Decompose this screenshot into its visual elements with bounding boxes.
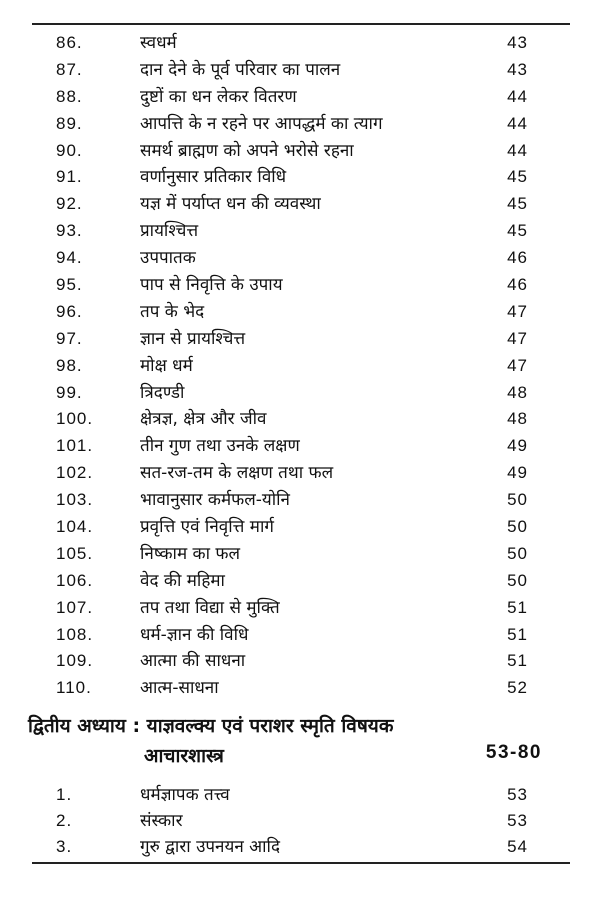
toc-list (0, 30, 600, 702)
toc-entry (0, 622, 600, 649)
entry-number: 104. (56, 517, 94, 537)
toc-entry (0, 808, 600, 834)
entry-number: 102. (56, 463, 94, 483)
entry-title: प्रायश्चित्त (140, 221, 199, 242)
toc-entry (0, 272, 600, 299)
entry-number: 109. (56, 651, 94, 671)
entry-page: 51 (507, 651, 528, 671)
entry-page: 47 (507, 328, 528, 348)
entry-number: 93. (56, 221, 83, 241)
toc-entry (0, 782, 600, 808)
toc-entry (0, 568, 600, 595)
entry-title: पाप से निवृत्ति के उपाय (140, 275, 283, 296)
entry-title: धर्मज्ञापक तत्त्व (140, 785, 230, 805)
entry-number: 106. (56, 570, 94, 590)
entry-number: 107. (56, 597, 94, 617)
entry-page: 48 (507, 382, 528, 402)
toc-entry (0, 433, 600, 460)
entry-number: 3. (56, 837, 73, 856)
toc-entry (0, 595, 600, 622)
entry-title: स्वधर्म (140, 33, 177, 53)
entry-page: 50 (507, 517, 528, 537)
toc-entry (0, 406, 600, 433)
entry-number: 88. (56, 86, 83, 106)
bottom-rule (32, 862, 570, 864)
entry-number: 100. (56, 409, 94, 429)
entry-title: तीन गुण तथा उनके लक्षण (140, 436, 300, 457)
entry-title: उपपातक (140, 248, 196, 269)
entry-number: 101. (56, 436, 94, 456)
entry-number: 1. (56, 785, 73, 804)
toc-entry (0, 57, 600, 84)
toc-entry (0, 138, 600, 165)
entry-page: 47 (507, 301, 528, 321)
toc-entry (0, 111, 600, 138)
entry-page: 50 (507, 490, 528, 510)
entry-number: 91. (56, 167, 83, 187)
entry-title: धर्म-ज्ञान की विधि (140, 624, 249, 645)
entry-page: 45 (507, 194, 528, 214)
toc-entry (0, 834, 600, 860)
toc-entry (0, 30, 600, 57)
chapter-title-line2: आचारशास्त्र (144, 745, 224, 767)
entry-title: आत्मा की साधना (140, 651, 246, 672)
toc-entry (0, 541, 600, 568)
toc-entry (0, 245, 600, 272)
entry-number: 110. (56, 678, 92, 698)
entry-page: 44 (507, 140, 528, 160)
entry-page: 45 (507, 167, 528, 187)
entry-title: दान देने के पूर्व परिवार का पालन (140, 59, 341, 80)
toc-entry (0, 326, 600, 353)
toc-entry (0, 299, 600, 326)
chapter-page-range: 53-80 (485, 742, 542, 763)
entry-page: 53 (507, 811, 528, 830)
entry-page: 45 (507, 221, 528, 241)
entry-page: 54 (507, 837, 528, 856)
entry-title: तप तथा विद्या से मुक्ति (140, 597, 280, 618)
entry-title: ज्ञान से प्रायश्चित्त (140, 328, 246, 349)
toc-entry (0, 514, 600, 541)
entry-title: क्षेत्रज्ञ, क्षेत्र और जीव (140, 409, 267, 430)
entry-page: 48 (507, 409, 528, 429)
entry-title: संस्कार (140, 811, 183, 831)
entry-page: 43 (507, 59, 528, 79)
entry-title: वेद की महिमा (140, 570, 225, 591)
chapter-toc-list (0, 782, 600, 860)
toc-entry (0, 164, 600, 191)
entry-title: मोक्ष धर्म (140, 355, 193, 376)
entry-number: 103. (56, 490, 94, 510)
entry-title: तप के भेद (140, 301, 205, 322)
entry-page: 51 (507, 624, 528, 644)
entry-title: समर्थ ब्राह्मण को अपने भरोसे रहना (140, 140, 354, 161)
entry-number: 108. (56, 624, 94, 644)
entry-number: 2. (56, 811, 73, 830)
entry-title: वर्णानुसार प्रतिकार विधि (140, 167, 287, 188)
entry-number: 97. (56, 328, 83, 348)
toc-entry (0, 380, 600, 407)
top-rule (32, 23, 570, 25)
entry-number: 87. (56, 59, 83, 79)
entry-title: प्रवृत्ति एवं निवृत्ति मार्ग (140, 517, 274, 538)
entry-number: 92. (56, 194, 83, 214)
entry-number: 89. (56, 113, 83, 133)
entry-page: 44 (507, 113, 528, 133)
entry-page: 52 (507, 678, 528, 698)
toc-entry (0, 191, 600, 218)
entry-title: आत्म-साधना (140, 678, 219, 699)
entry-number: 95. (56, 275, 83, 295)
entry-page: 51 (507, 597, 528, 617)
entry-page: 47 (507, 355, 528, 375)
toc-entry (0, 675, 600, 702)
entry-number: 90. (56, 140, 83, 160)
entry-page: 43 (507, 33, 528, 52)
entry-page: 46 (507, 275, 528, 295)
toc-entry (0, 353, 600, 380)
chapter-title-line1: द्वितीय अध्याय : याज्ञवल्क्य एवं पराशर स्मृति विषयक (28, 715, 394, 737)
entry-page: 49 (507, 463, 528, 483)
entry-title: भावानुसार कर्मफल-योनि (140, 490, 290, 511)
entry-number: 94. (56, 248, 83, 268)
entry-number: 96. (56, 301, 83, 321)
entry-title: गुरु द्वारा उपनयन आदि (140, 837, 280, 857)
entry-number: 105. (56, 543, 94, 563)
entry-title: दुष्टों का धन लेकर वितरण (140, 86, 297, 107)
entry-page: 46 (507, 248, 528, 268)
toc-entry (0, 648, 600, 675)
entry-page: 44 (507, 86, 528, 106)
entry-number: 98. (56, 355, 83, 375)
entry-page: 50 (507, 543, 528, 563)
entry-title: यज्ञ में पर्याप्त धन की व्यवस्था (140, 194, 321, 215)
entry-title: आपत्ति के न रहने पर आपद्धर्म का त्याग (140, 113, 383, 134)
entry-page: 50 (507, 570, 528, 590)
entry-page: 49 (507, 436, 528, 456)
entry-number: 86. (56, 33, 83, 52)
entry-title: सत-रज-तम के लक्षण तथा फल (140, 463, 334, 484)
entry-number: 99. (56, 382, 83, 402)
entry-title: त्रिदण्डी (140, 382, 185, 403)
toc-entry (0, 84, 600, 111)
entry-title: निष्काम का फल (140, 543, 241, 564)
toc-entry (0, 487, 600, 514)
toc-entry (0, 460, 600, 487)
toc-entry (0, 218, 600, 245)
entry-page: 53 (507, 785, 528, 804)
